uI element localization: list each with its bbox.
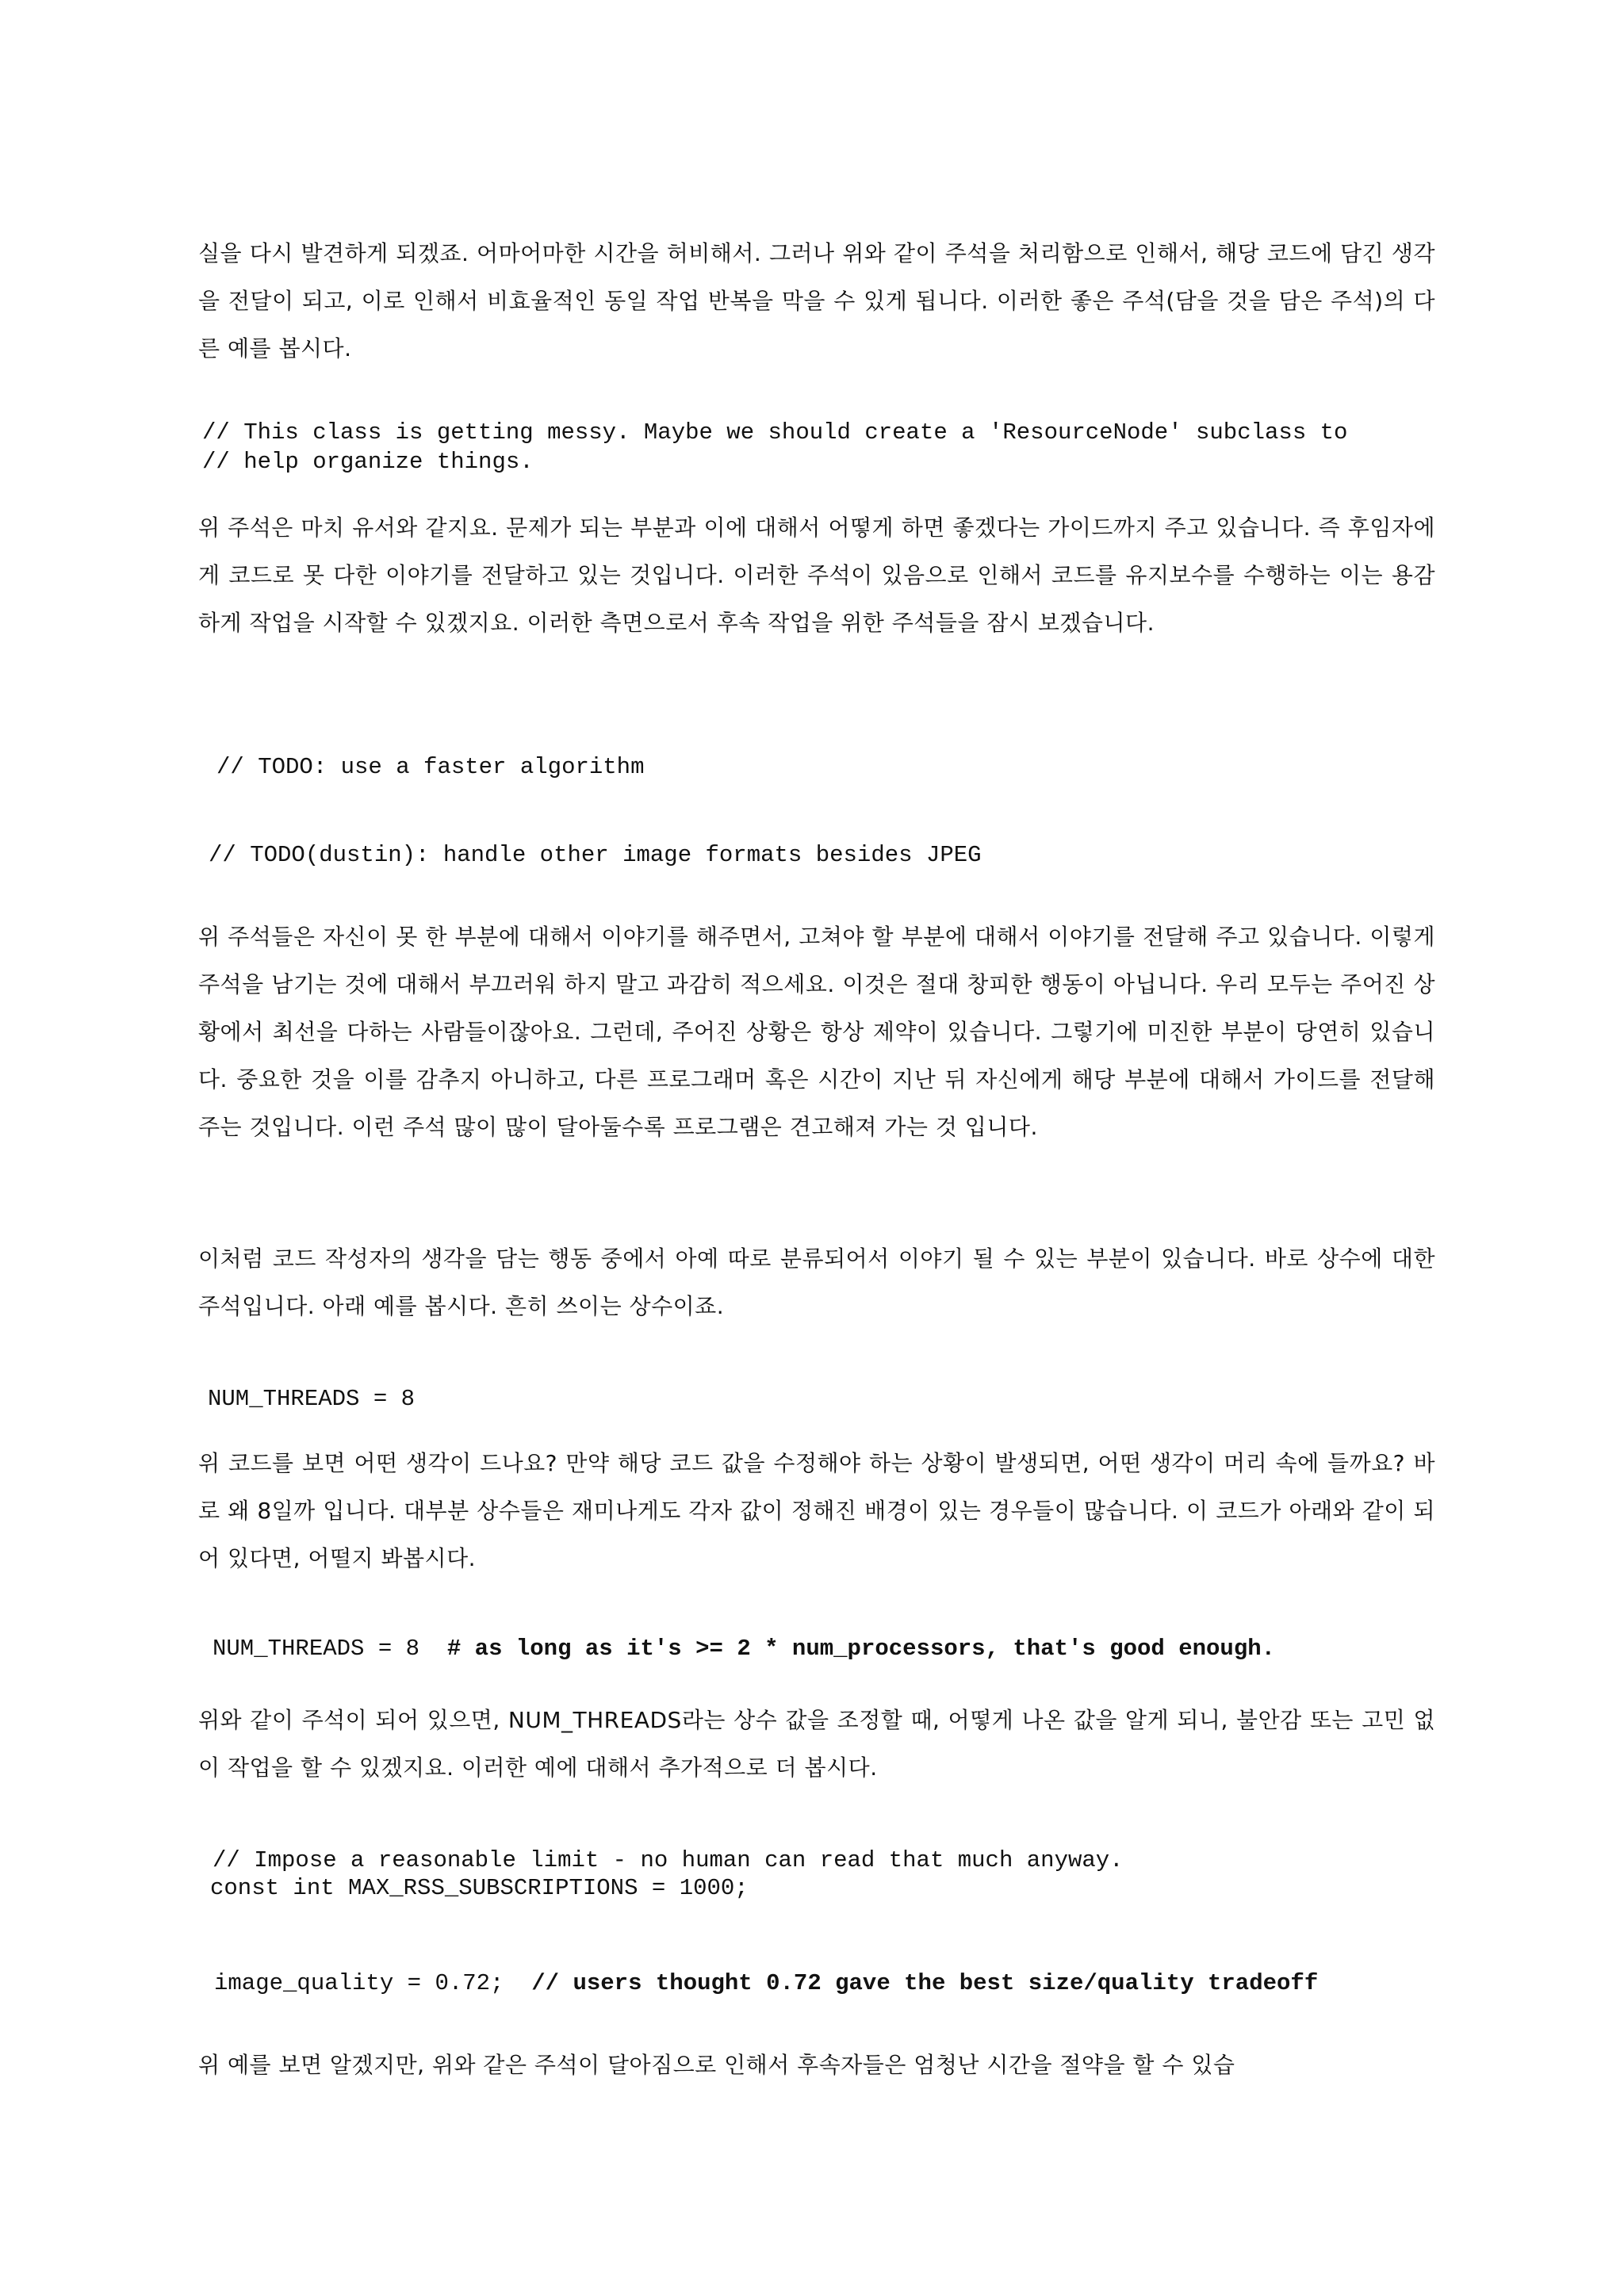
code-num-threads-comment: # as long as it's >= 2 * num_processors, that's good enough. [446, 1636, 1276, 1662]
code-rss-comment: // Impose a reasonable limit - no human can read that much anyway. [213, 1847, 1124, 1873]
code-image-quality-comment: // users thought 0.72 gave the best size/quality tradeoff [531, 1970, 1319, 1996]
code-num-threads-commented [213, 1635, 1275, 1663]
code-todo-2: // TODO(dustin): handle other image formats besides JPEG [209, 842, 982, 868]
code-rss-constant: const int MAX_RSS_SUBSCRIPTIONS = 1000; [210, 1875, 749, 1901]
paragraph-6: 위와 같이 주석이 되어 있으면, NUM_THREADS라는 상수 값을 조정할 때, 어떻게 나온 값을 알게 되니, 불안감 또는 고민 없이 작업을 할 수 있겠지요. 이러한 예에 대해서 추가적으로 더 봅시다. [198, 1707, 1435, 1781]
code-image-quality-statement: image_quality = 0.72; [214, 1970, 532, 1996]
paragraph-3: 위 주석들은 자신이 못 한 부분에 대해서 이야기를 해주면서, 고쳐야 할 부분에 대해서 이야기를 전달해 주고 있습니다. 이렇게 주석을 남기는 것에 대해서 부끄러워 하지 말고 과감히 적으세요. 이것은 절대 창피한 행동이 아닙니다. 우리 모두는 주어진 상황에서 최선을 다하는 사람들이잖아요. 그런데, 주어진 상황은 항상 제약이 있습니다. 그렇기에 미진한 부분이 당연히 있습니다. 중요한 것을 이를 감추지 아니하고, 다른 프로그래머 혹은 시간이 지난 뒤 자신에게 해당 부분에 대해서 가이드를 전달해 주는 것입니다. 이런 주석 많이 많이 달아둘수록 프로그램은 견고해져 가는 것 입니다. [198, 924, 1435, 1140]
code-image-quality [214, 1969, 1318, 1998]
code-comment-resource-line-1: // This class is getting messy. Maybe we should create a 'ResourceNode' subclass to [202, 419, 1348, 446]
paragraph-7: 위 예를 보면 알겠지만, 위와 같은 주석이 달아짐으로 인해서 후속자들은 엄청난 시간을 절약을 할 수 있습 [198, 2052, 1235, 2078]
code-todo-1: // TODO: use a faster algorithm [216, 754, 645, 780]
code-comment-resource-line-2: // help organize things. [202, 449, 534, 475]
paragraph-2: 위 주석은 마치 유서와 같지요. 문제가 되는 부분과 이에 대해서 어떻게 하면 좋겠다는 가이드까지 주고 있습니다. 즉 후임자에게 코드로 못 다한 이야기를 전달하고 있는 것입니다. 이러한 주석이 있음으로 인해서 코드를 유지보수를 수행하는 이는 용감하게 작업을 시작할 수 있겠지요. 이러한 측면으로서 후속 작업을 위한 주석들을 잠시 보겠습니다. [198, 515, 1435, 636]
code-num-threads: NUM_THREADS = 8 [208, 1386, 416, 1412]
paragraph-5: 위 코드를 보면 어떤 생각이 드나요? 만약 해당 코드 값을 수정해야 하는 상황이 발생되면, 어떤 생각이 머리 속에 들까요? 바로 왜 8일까 입니다. 대부분 상수들은 재미나게도 각자 값이 정해진 배경이 있는 경우들이 많습니다. 이 코드가 아래와 같이 되어 있다면, 어떨지 봐봅시다. [198, 1450, 1435, 1571]
paragraph-1: 실을 다시 발견하게 되겠죠. 어마어마한 시간을 허비해서. 그러나 위와 같이 주석을 처리함으로 인해서, 해당 코드에 담긴 생각을 전달이 되고, 이로 인해서 비효율적인 동일 작업 반복을 막을 수 있게 됩니다. 이러한 좋은 주석(담을 것을 담은 주석)의 다른 예를 봅시다. [198, 240, 1435, 362]
code-num-threads-statement: NUM_THREADS = 8 [213, 1636, 447, 1662]
paragraph-4: 이처럼 코드 작성자의 생각을 담는 행동 중에서 아예 따로 분류되어서 이야기 될 수 있는 부분이 있습니다. 바로 상수에 대한 주석입니다. 아래 예를 봅시다. 흔히 쓰이는 상수이죠. [198, 1246, 1435, 1319]
